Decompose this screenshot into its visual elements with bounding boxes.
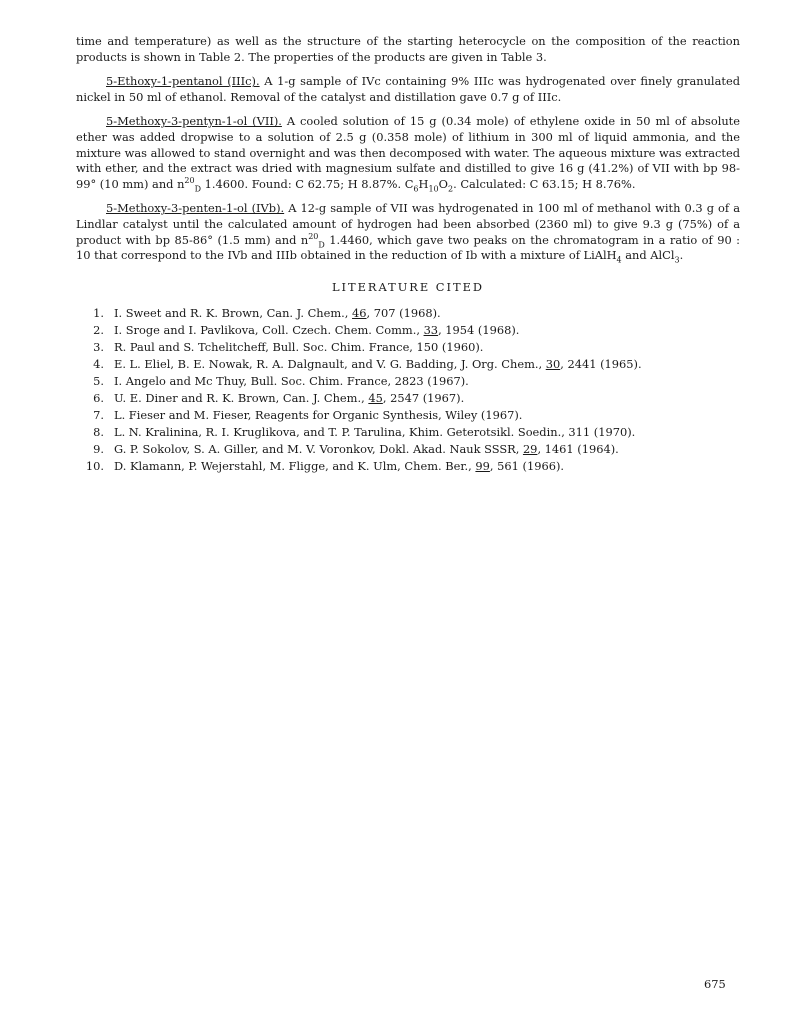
reference-pages: , 2547 (1967). [382,391,465,406]
reference-number: 5. [93,374,104,389]
section-body: A 1-g sample of IVc containing 9% IIIc was hydrogenated over finely granulated nickel in 50 ml of ethanol. Removal of the catalyst and distillation gave 0.7 g of IIIc. [76,74,740,104]
reference-number: 8. [93,425,104,440]
reference-pages: , 707 (1968). [366,306,441,321]
reference-pages: , 1461 (1964). [537,442,619,457]
reference-item [76,407,740,424]
reference-text [114,373,740,390]
reference-citation: L. Fieser and M. Fieser, Reagents for Organic Synthesis, Wiley (1967). [114,408,523,423]
reference-pages: , 561 (1966). [489,459,565,474]
section-body: . Calculated: C 63.15; H 8.76%. [453,176,636,191]
reference-pages: , 2441 (1965). [560,357,642,372]
reference-pages: , 1954 (1968). [438,323,520,338]
section-methoxypentenol [76,201,740,263]
reference-text [114,407,740,424]
reference-citation: G. P. Sokolov, S. A. Giller, and M. V. Voronkov, Dokl. Akad. Nauk SSSR, [114,442,523,457]
reference-number: 4. [93,357,104,372]
refractive-index-superscript: 20 [184,175,195,185]
reference-citation: E. L. Eliel, B. E. Nowak, R. A. Dalgnault, and V. G. Badding, J. Org. Chem., [114,357,546,372]
reference-number: 3. [93,340,104,355]
reference-citation: I. Sweet and R. K. Brown, Can. J. Chem., [114,306,353,321]
reference-text [114,441,740,458]
reference-text [114,390,740,407]
reference-number: 1. [93,306,104,321]
section-heading: 5-Ethoxy-1-pentanol (IIIc). [106,74,260,89]
reference-citation: I. Angelo and Mc Thuy, Bull. Soc. Chim. France, 2823 (1967). [114,374,469,389]
reference-text [114,305,740,322]
document-page [76,34,740,475]
reference-text [114,458,740,475]
reference-item [76,458,740,475]
section-heading: 5-Methoxy-3-pentyn-1-ol (VII). [106,114,282,129]
reference-citation: U. E. Diner and R. K. Brown, Can. J. Chem., [114,391,369,406]
reference-item [76,305,740,322]
reference-volume: 45 [368,391,383,406]
refractive-index-subscript: D [318,239,325,249]
reference-volume: 33 [423,323,439,338]
reference-number: 10. [85,459,104,474]
reference-text [114,339,740,356]
formula-subscript: 6 [413,184,419,194]
intro-paragraph: time and temperature) as well as the structure of the starting heterocycle on the composition of the reaction products is shown in Table 2. The properties of the products are given in Table 3. [76,34,740,64]
reference-volume: 29 [522,442,538,457]
section-methoxypentynol [76,114,740,192]
reference-text [114,424,740,441]
formula-subscript: 2 [447,184,454,194]
reference-item [76,441,740,458]
section-body: A cooled solution of 15 g (0.34 mole) of ethylene oxide in 50 ml of absolute ether was added dropwise to a solution of 2.5 g (0.358 mole) of lithium in 300 ml of liquid ammonia, and the mixture was allowed to stand overnight and was then decomposed with water. The aqueous mixture was extracted with ether, and the extract was dried with magnesium sulfate and distilled to give 16 g (41.2%) of VII with bp 98-99° (10 mm) and n [76,114,741,191]
reference-item [76,356,740,373]
reference-item [76,424,740,441]
section-heading: 5-Methoxy-3-penten-1-ol (IVb). [106,201,285,216]
reference-item [76,339,740,356]
reference-number: 9. [93,442,104,457]
formula-subscript: 10 [428,184,439,194]
refractive-index-subscript: D [194,184,202,194]
reference-citation: L. N. Kralinina, R. I. Kruglikova, and T. P. Tarulina, Khim. Geterotsikl. Soedin., 311 (1970). [114,425,636,440]
reference-number: 7. [93,408,104,423]
reference-volume: 30 [545,357,561,372]
section-body: H [418,176,429,191]
reference-volume: 46 [352,306,367,321]
formula-subscript: 4 [616,255,622,265]
section-body: 1.4600. Found: C 62.75; H 8.87%. C [201,176,414,191]
section-body: A 12-g sample of VII was hydrogenated in 100 ml of methanol with 0.3 g of a Lindlar catalyst until the calculated amount of hydrogen had been absorbed (2360 ml) to give 9.3 g (75%) of a product with bp 85-86° (1.5 mm) and n [76,201,740,247]
reference-item [76,322,740,339]
reference-text [114,322,740,339]
reference-number: 6. [93,391,104,406]
refractive-index-superscript: 20 [308,231,319,241]
reference-item [76,390,740,407]
formula-subscript: 3 [674,255,680,265]
reference-list [76,305,740,475]
section-body: O [438,176,448,191]
reference-citation: I. Sroge and I. Pavlikova, Coll. Czech. Chem. Comm., [114,323,424,338]
reference-item [76,373,740,390]
reference-citation: D. Klamann, P. Wejerstahl, M. Fligge, and K. Ulm, Chem. Ber., [114,459,476,474]
page-number: 675 [704,977,726,991]
section-body: . [679,248,684,263]
reference-text [114,356,740,373]
section-body: and AlCl [621,248,675,263]
reference-volume: 99 [475,459,490,474]
section-ethoxypentanol [76,74,740,105]
reference-citation: R. Paul and S. Tchelitcheff, Bull. Soc. Chim. France, 150 (1960). [114,340,484,355]
section-body: 1.4460, which gave two peaks on the chromatogram in a ratio of 90 : 10 that correspond to the IVb and IIIb obtained in the reduction of Ib with a mixture of LiAlH [76,232,740,263]
literature-cited-heading: LITERATURE CITED [331,279,485,294]
reference-number: 2. [93,323,104,338]
